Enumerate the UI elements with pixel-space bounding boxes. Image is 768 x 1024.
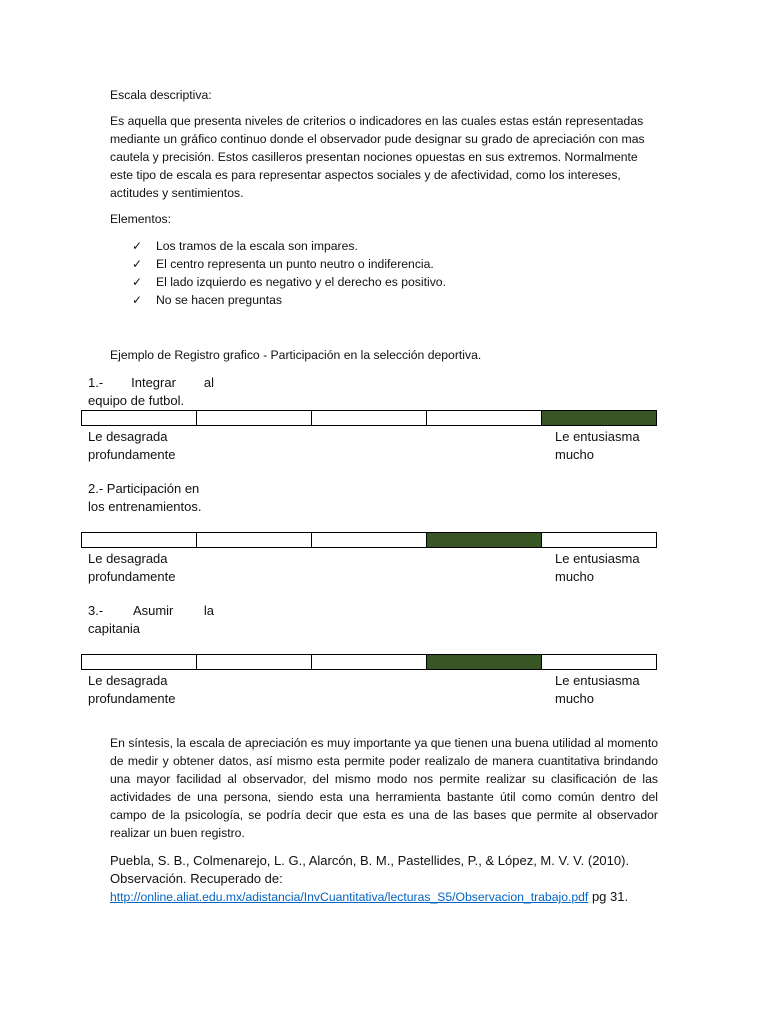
scale-segment-selected (542, 411, 656, 425)
scale-3-left-anchor: Le desagrada profundamente (88, 673, 176, 706)
elements-list (132, 237, 446, 309)
scale-segment (427, 411, 542, 425)
scale-segment (312, 655, 427, 669)
scale-3-label-cont: capitania (88, 621, 141, 636)
scale-1-right-anchor: Le entusiasma mucho (555, 429, 640, 462)
checkmark-icon: ✓ (132, 293, 143, 307)
scale-1-bar (81, 410, 657, 426)
scale-3-right-anchor: Le entusiasma mucho (555, 673, 640, 706)
scale-segment (82, 533, 197, 547)
scale-3-bar (81, 654, 657, 670)
section-heading: Escala descriptiva: (110, 88, 212, 102)
scale-segment (312, 411, 427, 425)
scale-segment (197, 655, 312, 669)
scale-1-left-anchor: Le desagrada profundamente (88, 429, 176, 462)
scale-segment-selected (427, 655, 542, 669)
list-item: ✓ No se hacen preguntas (132, 293, 283, 307)
scale-2-left-anchor: Le desagrada profundamente (88, 551, 176, 584)
scale-1-label: 1.- Integrar al (88, 375, 214, 390)
list-item: ✓ El lado izquierdo es negativo y el derecho es positivo. (132, 275, 446, 289)
scale-2-right-anchor: Le entusiasma mucho (555, 551, 640, 584)
checkmark-icon: ✓ (132, 239, 143, 253)
checkmark-icon: ✓ (132, 257, 143, 271)
scale-segment (82, 411, 197, 425)
list-item: ✓ El centro representa un punto neutro o indiferencia. (132, 257, 434, 271)
summary-paragraph: En síntesis, la escala de apreciación es muy importante ya que tienen una buena utilidad al momento de medir y obtener datos, así mismo esta permite poder realizalo de manera cuantitativa brindando una mayor facilidad al observador, del mismo modo nos permite realizar su clasificación de las actividades de una persona, siendo esta una herramienta bastante útil como común dentro del campo de la psicología, se podría decir que esta es una de las bases que permite al observador realizar un buen registro. (110, 736, 658, 840)
scale-segment (542, 655, 656, 669)
list-item: ✓ Los tramos de la escala son impares. (132, 239, 358, 253)
checkmark-icon: ✓ (132, 275, 143, 289)
scale-segment (82, 655, 197, 669)
reference (110, 852, 660, 906)
scale-2-bar (81, 532, 657, 548)
reference-text: Puebla, S. B., Colmenarejo, L. G., Alarcón, B. M., Pastellides, P., & López, M. V. V. (2010). Observación. Recuperado de: (110, 853, 630, 886)
scale-segment (542, 533, 656, 547)
intro-paragraph: Es aquella que presenta niveles de criterios o indicadores en las cuales estas están representadas mediante un gráfico continuo donde el observador pude designar su grado de apreciación con mas cautela y precisión. Estos casilleros presentan nociones opuestas en sus extremos. Normalmente este tipo de escala es para representar aspectos sociales y de afectividad, como los intereses, actitudes y sentimientos. (110, 114, 645, 200)
scale-segment-selected (427, 533, 542, 547)
elements-title: Elementos: (110, 212, 171, 226)
example-title: Ejemplo de Registro grafico - Participación en la selección deportiva. (110, 348, 482, 362)
scale-segment (197, 533, 312, 547)
scale-3-label: 3.- Asumir la (88, 603, 214, 618)
scale-segment (312, 533, 427, 547)
scale-segment (197, 411, 312, 425)
scale-2-label: 2.- Participación en los entrenamientos. (88, 481, 202, 514)
scale-1-label-cont: equipo de futbol. (88, 393, 185, 408)
reference-page: pg 31. (591, 889, 629, 904)
reference-link[interactable]: http://online.aliat.edu.mx/adistancia/InvCuantitativa/lecturas_S5/Observacion_trabajo.pdf (110, 890, 589, 904)
